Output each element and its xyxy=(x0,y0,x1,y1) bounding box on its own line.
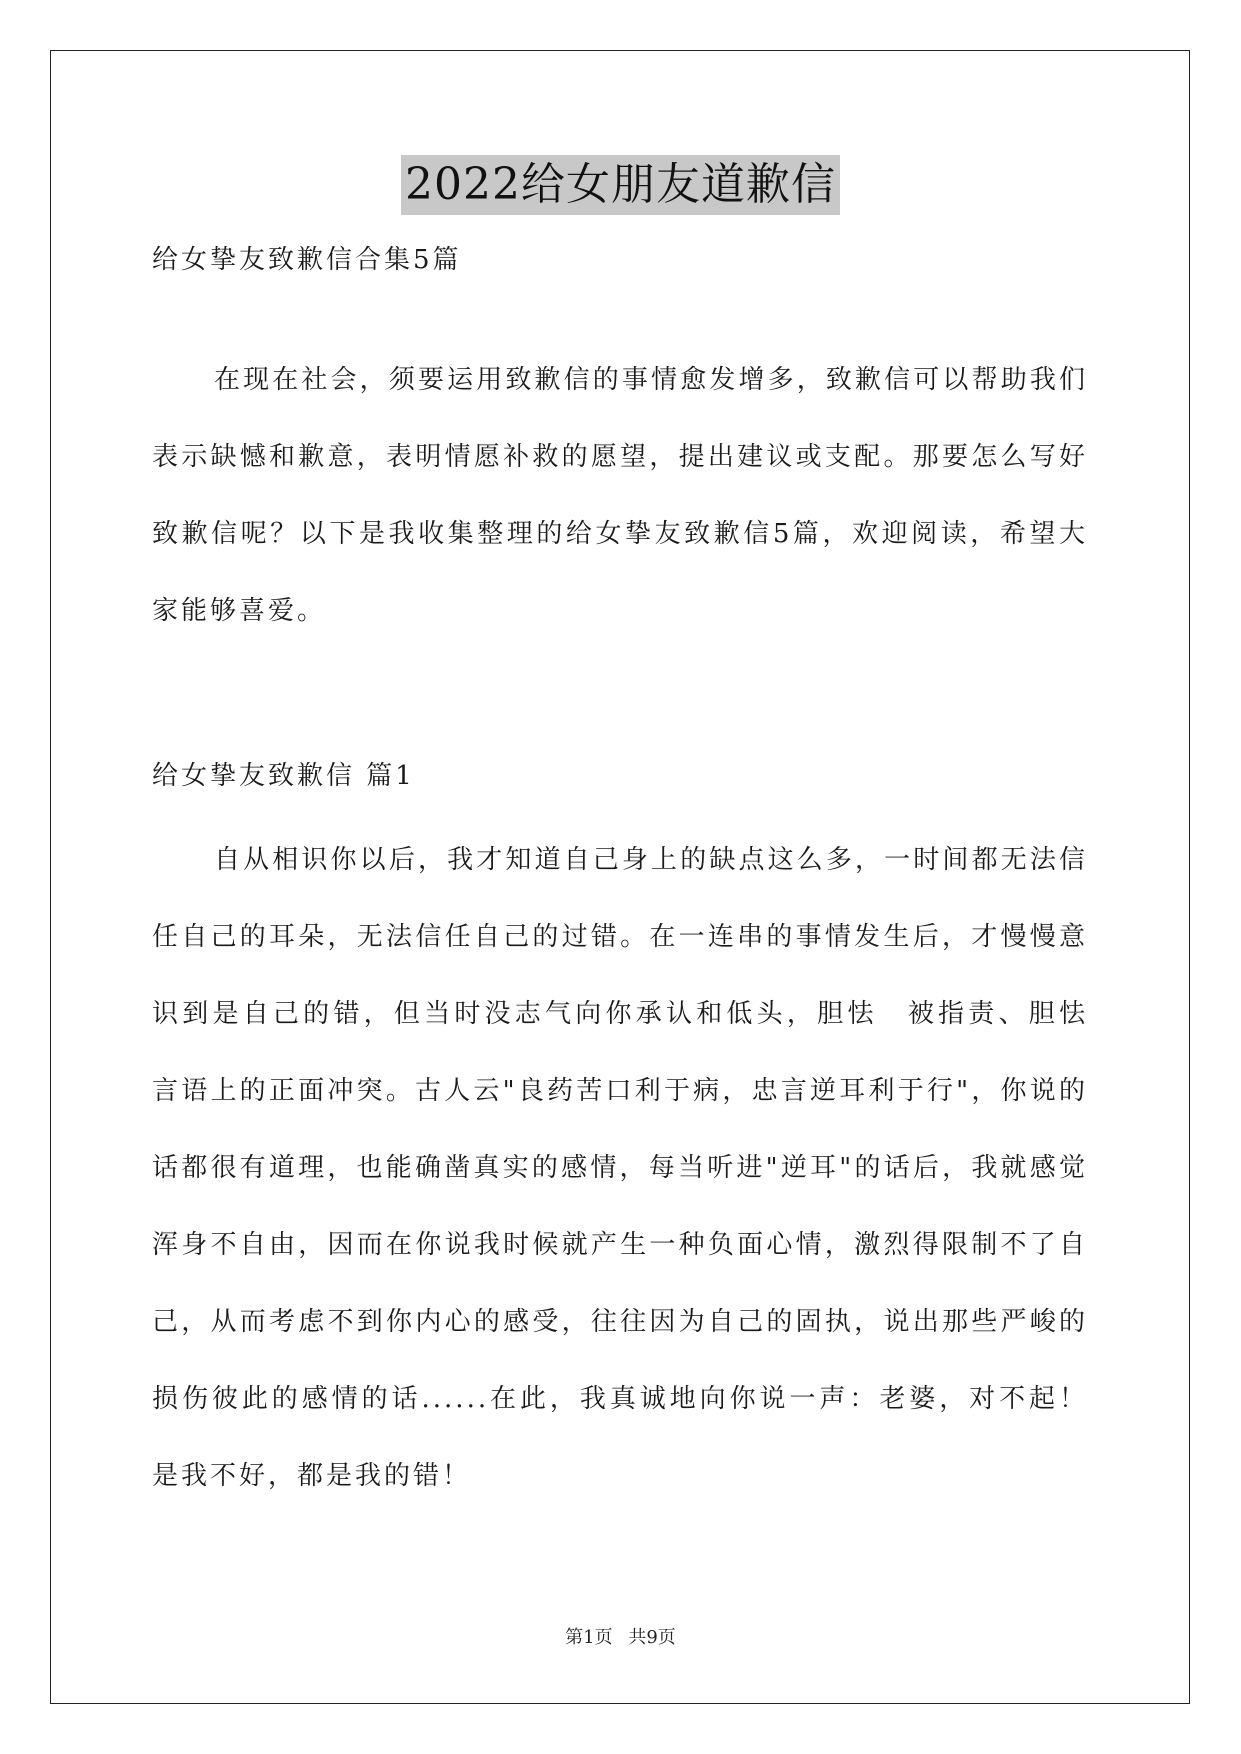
section-heading: 给女挚友致歉信 篇1 xyxy=(152,761,415,791)
title-container xyxy=(0,155,1241,215)
intro-paragraph: 在现在社会，须要运用致歉信的事情愈发增多，致歉信可以帮助我们表示缺憾和歉意，表明情愿补救的愿望，提出建议或支配。那要怎么写好致歉信呢？以下是我收集整理的给女挚友致歉信5篇，欢迎阅读，希望大家能够喜爱。 xyxy=(152,365,1088,626)
document-title: 2022给女朋友道歉信 xyxy=(401,155,840,215)
page-footer: 第1页 共9页 xyxy=(565,1627,676,1648)
document-subtitle: 给女挚友致歉信合集5篇 xyxy=(152,245,462,275)
section-paragraph: 自从相识你以后，我才知道自己身上的缺点这么多，一时间都无法信任自己的耳朵，无法信任自己的过错。在一连串的事情发生后，才慢慢意识到是自己的错，但当时没志气向你承认和低头，胆怯 被指责、胆怯 言语上的正面冲突。古人云"良药苦口利于病，忠言逆耳利于行"，你说的话都很有道理，也能确凿真实的感情，每当听进"逆耳"的话后，我就感觉浑身不自由，因而在你说我时候就产生一种负面心情，激烈得限制不了自己，从而考虑不到你内心的感受，往往因为自己的固执，说出那些严峻的损伤彼此的感情的话......在此，我真诚地向你说一声：老婆，对不起！是我不好，都是我的错！ xyxy=(152,845,1088,1491)
